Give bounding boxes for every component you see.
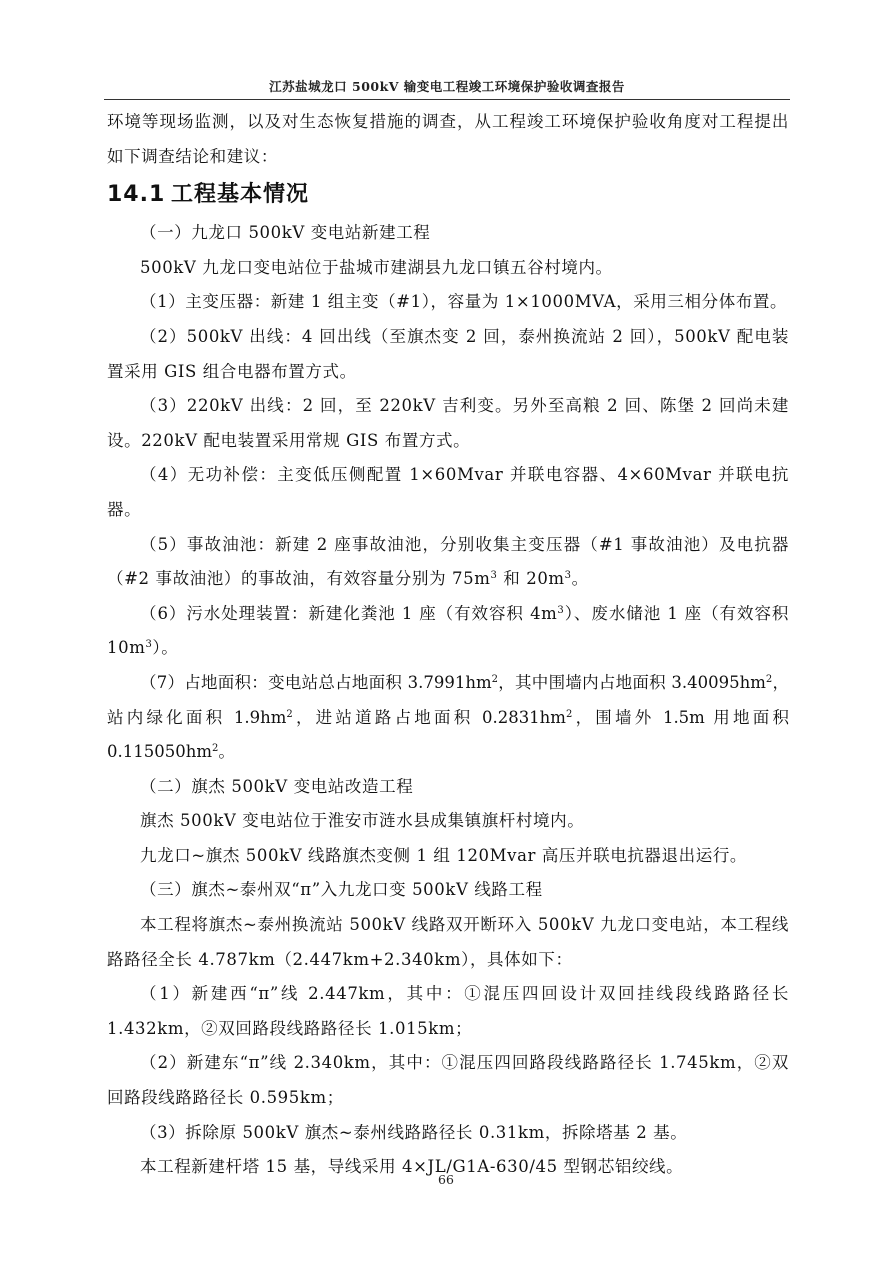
- list-item: [107, 666, 789, 770]
- paragraph: 九龙口~旗杰 500kV 线路旗杰变侧 1 组 120Mvar 高压并联电抗器退出运行。: [140, 845, 748, 865]
- list-item: （3）220kV 出线：2 回，至 220kV 吉利变。另外至高粮 2 回、陈堡 2 回尚未建设。220kV 配电装置采用常规 GIS 布置方式。: [107, 396, 789, 450]
- text-run: （7）占地面积：变电站总占地面积 3.7991hm: [140, 672, 492, 692]
- list-item: [107, 597, 789, 666]
- document-body: [107, 105, 789, 1185]
- superscript: 2: [565, 708, 573, 720]
- list-item: （1）新建西“π”线 2.447km，其中：①混压四回设计双回挂线段线路路径长 1.432km，②双回路段线路路径长 1.015km；: [107, 984, 789, 1038]
- text-run: 。: [218, 742, 235, 762]
- text-run: （6）污水处理装置：新建化粪池 1 座（有效容积 4m: [140, 603, 558, 623]
- superscript: 2: [491, 673, 499, 685]
- text-run: ，其中围墙内占地面积 3.40095hm: [498, 672, 766, 692]
- section-heading: [107, 174, 789, 216]
- text-run: ，进站道路占地面积 0.2831hm: [292, 707, 566, 727]
- paragraph: 本工程将旗杰~泰州换流站 500kV 线路双开断环入 500kV 九龙口变电站，本工程线路路径全长 4.787km（2.447km+2.340km），具体如下：: [107, 915, 789, 969]
- running-header: 江苏盐城龙口 500kV 输变电工程竣工环境保护验收调查报告: [269, 79, 625, 94]
- subsection-heading-1: （一）九龙口 500kV 变电站新建工程: [140, 223, 431, 243]
- section-number: 14.1: [107, 182, 166, 208]
- paragraph: 本工程新建杆塔 15 基，导线采用 4×JL/G1A-630/45 型钢芯铝绞线。: [140, 1157, 684, 1177]
- superscript: 3: [557, 604, 565, 616]
- list-item: （1）主变压器：新建 1 组主变（#1），容量为 1×1000MVA，采用三相分体布置。: [140, 292, 788, 312]
- list-item: [107, 528, 789, 597]
- superscript: 2: [765, 673, 773, 685]
- intro-paragraph: 环境等现场监测，以及对生态恢复措施的调查，从工程竣工环境保护验收角度对工程提出如下调查结论和建议：: [107, 112, 789, 166]
- text-run: （5）事故油池：新建 2 座事故油池，分别收集主变压器（#1 事故油池）及电抗器（#2 事故油池）的事故油，有效容量分别为 75m: [107, 534, 789, 589]
- list-item: （3）拆除原 500kV 旗杰~泰州线路路径长 0.31km，拆除塔基 2 基。: [140, 1122, 688, 1142]
- text-run: ，围墙外 1.5m 用地面积 0.115050hm: [107, 707, 789, 762]
- section-title: 工程基本情况: [171, 182, 310, 208]
- page-number: 66: [438, 1172, 454, 1187]
- subsection-heading-3: （三）旗杰~泰州双“π”入九龙口变 500kV 线路工程: [140, 880, 543, 900]
- superscript: 2: [286, 708, 293, 720]
- list-item: （2）500kV 出线：4 回出线（至旗杰变 2 回，泰州换流站 2 回），500kV 配电装置采用 GIS 组合电器布置方式。: [107, 326, 789, 381]
- text-run: 和 20m: [497, 569, 565, 589]
- paragraph: 旗杰 500kV 变电站位于淮安市涟水县成集镇旗杆村境内。: [140, 811, 585, 831]
- subsection-heading-2: （二）旗杰 500kV 变电站改造工程: [140, 776, 414, 796]
- text-run: ）。: [152, 638, 179, 658]
- list-item: （4）无功补偿：主变低压侧配置 1×60Mvar 并联电容器、4×60Mvar 并联电抗器。: [107, 465, 789, 519]
- list-item: （2）新建东“π”线 2.340km，其中：①混压四回路段线路路径长 1.745km，②双回路段线路路径长 0.595km；: [107, 1053, 789, 1108]
- superscript: 3: [490, 570, 498, 582]
- superscript: 3: [145, 639, 153, 651]
- superscript: 2: [212, 743, 219, 755]
- text-run: ，站内绿化面积 1.9hm: [107, 672, 790, 727]
- paragraph: 500kV 九龙口变电站位于盐城市建湖县九龙口镇五谷村境内。: [140, 257, 613, 277]
- text-run: ）、废水储池 1 座（有效容积 10m: [107, 603, 789, 658]
- header-rule: [104, 99, 790, 100]
- superscript: 3: [564, 570, 572, 582]
- text-run: 。: [571, 569, 589, 589]
